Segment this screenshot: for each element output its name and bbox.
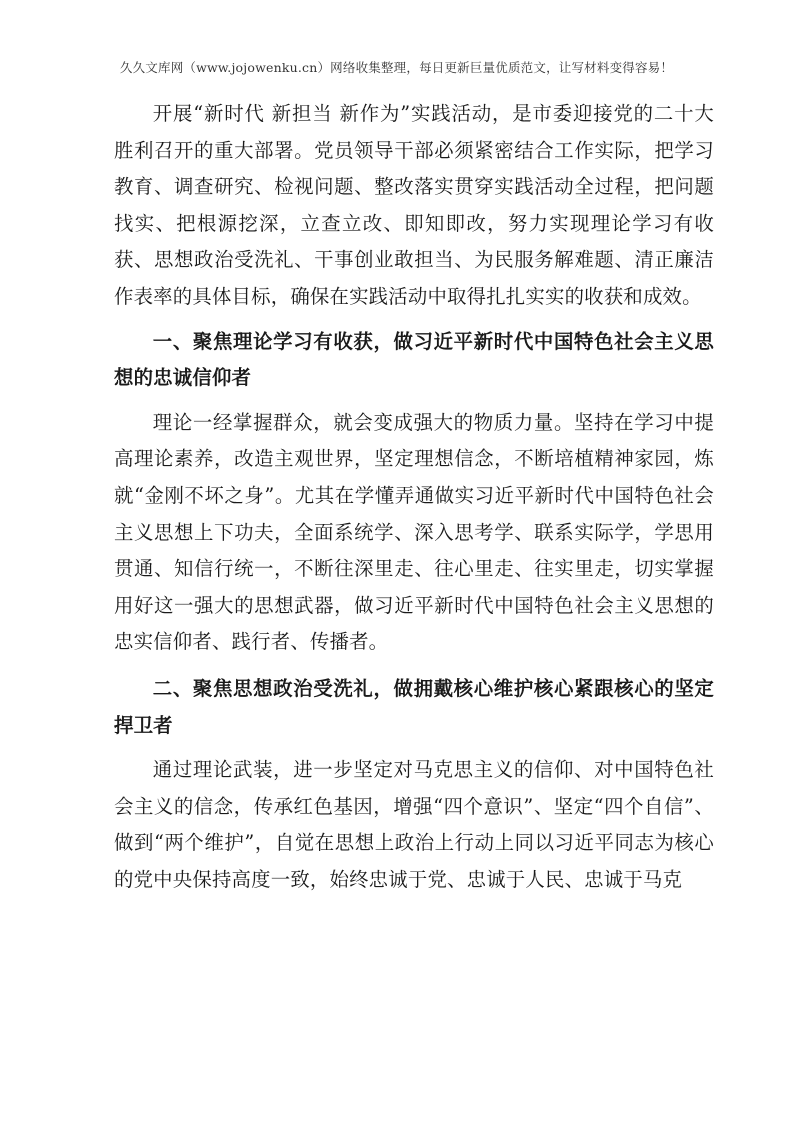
section-1-paragraph: 理论一经掌握群众，就会变成强大的物质力量。坚持在学习中提高理论素养，改造主观世界，坚定理想信念，不断培植精神家园，炼就“金刚不坏之身”。尤其在学懂弄通做实习近平新时代中国特色社会主义思想上下功夫，全面系统学、深入思考学、联系实际学，学思用贯通、知信行统一，不断往深里走、往心里走、往实里走，切实掌握用好这一强大的思想武器，做习近平新时代中国特色社会主义思想的忠实信仰者、践行者、传播者。 bbox=[114, 410, 714, 654]
section-2-heading: 二、聚焦思想政治受洗礼，做拥戴核心维护核心紧跟核心的坚定捍卫者 bbox=[114, 676, 714, 737]
section-1-heading: 一、聚焦理论学习有收获，做习近平新时代中国特色社会主义思想的忠诚信仰者 bbox=[114, 329, 714, 390]
section-2-paragraph: 通过理论武装，进一步坚定对马克思主义的信仰、对中国特色社会主义的信念，传承红色基因，增强“四个意识”、坚定“四个自信”、做到“两个维护”，自觉在思想上政治上行动上同以习近平同志为核心的党中央保持高度一致，始终忠诚于党、忠诚于人民、忠诚于马克 bbox=[114, 758, 714, 891]
document-body bbox=[114, 96, 714, 898]
intro-paragraph: 开展“新时代 新担当 新作为”实践活动，是市委迎接党的二十大胜利召开的重大部署。党员领导干部必须紧密结合工作实际，把学习教育、调查研究、检视问题、整改落实贯穿实践活动全过程，把问题找实、把根源挖深，立查立改、即知即改，努力实现理论学习有收获、思想政治受洗礼、干事创业敢担当、为民服务解难题、清正廉洁作表率的具体目标，确保在实践活动中取得扎扎实实的收获和成效。 bbox=[114, 102, 714, 308]
page-header: 久久文库网（www.jojowenku.cn）网络收集整理，每日更新巨量优质范文，让写材料变得容易！ bbox=[119, 60, 674, 75]
